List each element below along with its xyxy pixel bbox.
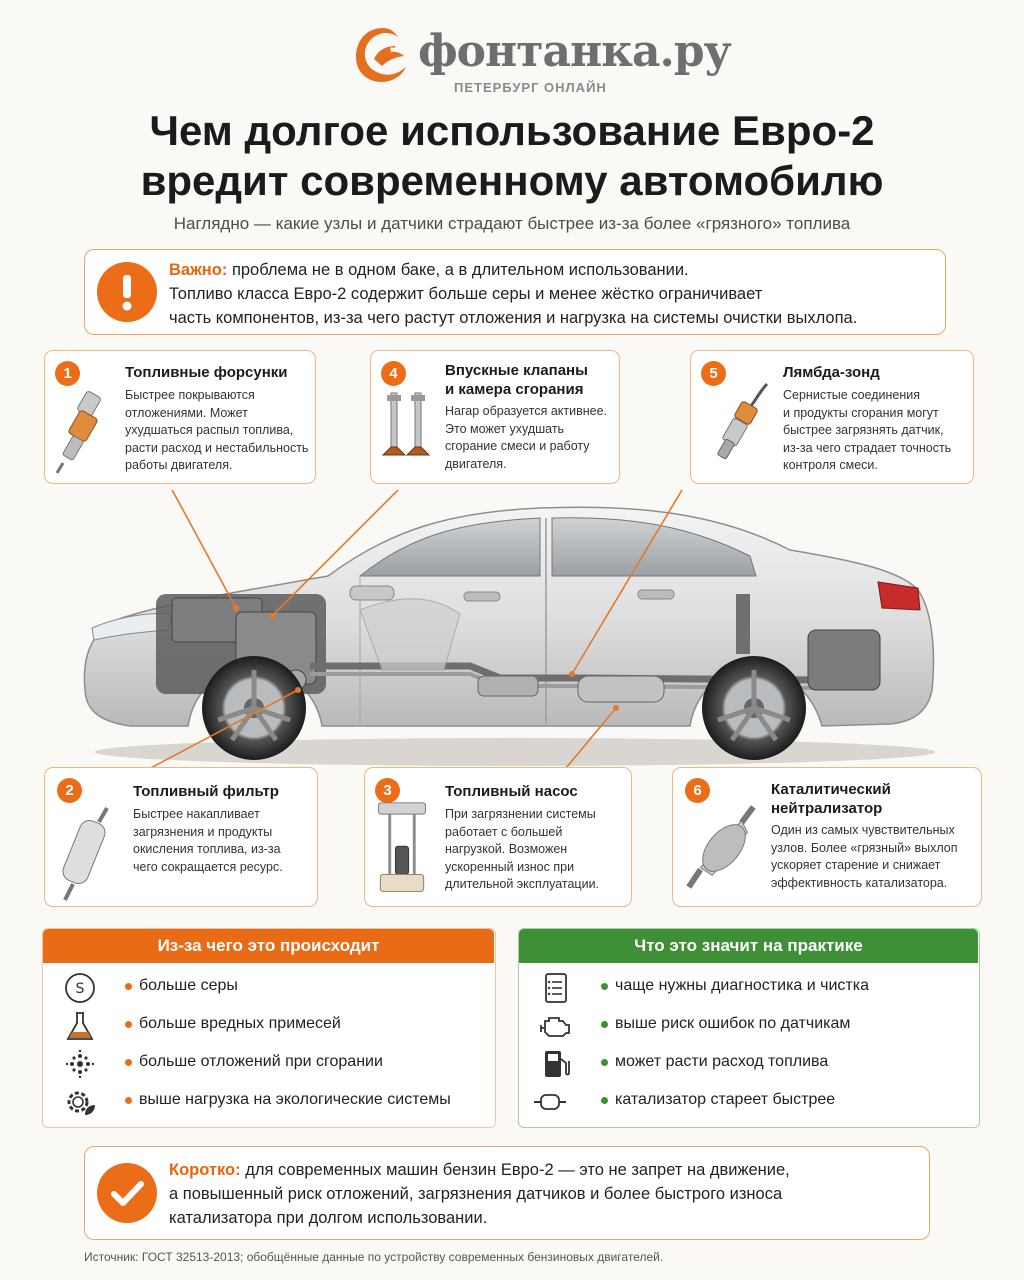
- card-line: Быстрее накапливает: [133, 807, 260, 821]
- card-line: отложениями. Может: [125, 405, 248, 420]
- flask-icon: [63, 1009, 97, 1043]
- title-line-2: вредит современному автомобилю: [140, 157, 884, 204]
- card-line: быстрее загрязнять датчик,: [783, 423, 944, 437]
- important-line-3: часть компонентов, из-за чего растут отложения и нагрузка на системы очистки выхлопа.: [169, 309, 858, 327]
- card-line: ухудшаться распыл топлива,: [125, 423, 294, 437]
- particles-icon: [63, 1047, 97, 1081]
- card-line: ускоряет старение и снижает: [771, 858, 941, 872]
- card-line: работы двигателя.: [125, 458, 233, 472]
- source-note: Источник: ГОСТ 32513-2013; обобщённые данные по устройству современных бензиновых двигателей.: [84, 1250, 664, 1264]
- card-line: сгорание смеси и работу: [445, 439, 590, 453]
- eco-gear-icon: [63, 1085, 97, 1119]
- checkmark-icon: [97, 1163, 157, 1223]
- card-text: [783, 387, 951, 475]
- bullet: [125, 1021, 132, 1028]
- card-lambda-sensor: [690, 350, 974, 484]
- practice-text: выше риск ошибок по датчикам: [615, 1015, 851, 1032]
- causes-heading: Из-за чего это происходит: [43, 929, 494, 963]
- card-line: длительной эксплуатации.: [445, 877, 600, 891]
- short-text: [169, 1158, 919, 1230]
- card-text: [125, 387, 308, 475]
- card-line: узлов. Более «грязный» выхлоп: [771, 840, 958, 855]
- fuel-filter-icon: [55, 804, 115, 904]
- practice-panel: [518, 928, 980, 1128]
- card-title: Лямбда-зонд: [783, 364, 880, 381]
- catalyst-icon: [527, 1085, 573, 1119]
- list-item: [519, 1049, 979, 1079]
- card-line: окисления топлива, из-за: [133, 842, 281, 856]
- short-label: Коротко:: [169, 1161, 241, 1179]
- card-title-line: нейтрализатор: [771, 800, 883, 817]
- bullet: [125, 983, 132, 990]
- card-number: 6: [685, 778, 710, 803]
- bullet: [125, 1097, 132, 1104]
- svg-text:S: S: [75, 981, 85, 997]
- fuel-pump-icon: [369, 796, 435, 902]
- important-line-1: проблема не в одном баке, а в длительном использовании.: [231, 261, 689, 279]
- exclamation-icon: [97, 262, 157, 322]
- card-title: Топливные форсунки: [125, 364, 288, 381]
- card-number: 4: [381, 361, 406, 386]
- important-label: Важно:: [169, 261, 228, 279]
- cause-text: больше вредных примесей: [139, 1015, 341, 1032]
- cause-text: больше серы: [139, 977, 238, 994]
- important-line-2: Топливо класса Евро-2 содержит больше серы и менее жёстко ограничивает: [169, 285, 763, 303]
- list-item: [519, 1087, 979, 1117]
- card-number: 1: [55, 361, 80, 386]
- sulfur-icon: [63, 971, 97, 1005]
- card-number: 5: [701, 361, 726, 386]
- short-line-3: катализатора при долгом использовании.: [169, 1209, 488, 1227]
- logo-tagline: ПЕТЕРБУРГ ОНЛАЙН: [454, 80, 607, 95]
- short-line-1: для современных машин бензин Евро-2 — это не запрет на движение,: [245, 1161, 790, 1179]
- card-intake-valves: [370, 350, 620, 484]
- page-title: [0, 106, 1024, 206]
- fuel-injector-icon: [55, 387, 115, 477]
- bird-logo-icon: [352, 24, 414, 86]
- card-title-line: Каталитический: [771, 781, 891, 798]
- car-cutaway-illustration: [60, 490, 970, 780]
- card-text: [133, 806, 283, 876]
- short-line-2: а повышенный риск отложений, загрязнения датчиков и более быстрого износа: [169, 1185, 783, 1203]
- practice-heading: Что это значит на практике: [519, 929, 978, 963]
- card-title-line: и камера сгорания: [445, 381, 584, 398]
- lambda-sensor-icon: [703, 373, 773, 473]
- list-item: [43, 1087, 495, 1117]
- list-item: [43, 973, 495, 1003]
- important-text: [169, 258, 939, 330]
- card-line: нагрузкой. Возможен: [445, 842, 568, 856]
- card-line: При загрязнении системы: [445, 807, 596, 821]
- logo[interactable]: [352, 20, 731, 100]
- bullet: [601, 983, 608, 990]
- card-title: Топливный насос: [445, 783, 578, 800]
- card-title: [445, 361, 588, 399]
- cause-text: выше нагрузка на экологические системы: [139, 1091, 451, 1108]
- bullet: [601, 1097, 608, 1104]
- fuel-station-icon: [539, 1047, 573, 1081]
- bullet: [601, 1059, 608, 1066]
- list-item: [519, 973, 979, 1003]
- logo-name: фонтанка.ру: [418, 26, 731, 77]
- card-line: Один из самых чувствительных: [771, 823, 955, 837]
- card-line: Нагар образуется активнее.: [445, 404, 608, 418]
- card-title: [771, 780, 891, 818]
- card-fuel-filter: [44, 767, 318, 907]
- list-item: [519, 1011, 979, 1041]
- card-line: работает с большей: [445, 824, 563, 839]
- card-line: Это может ухудшать: [445, 421, 565, 436]
- check-engine-icon: [539, 1009, 573, 1043]
- card-line: чего сокращается ресурс.: [133, 859, 283, 874]
- practice-text: может расти расход топлива: [615, 1053, 829, 1070]
- card-title-line: Впускные клапаны: [445, 362, 588, 379]
- card-fuel-injectors: [44, 350, 316, 484]
- card-text: [445, 403, 607, 473]
- card-line: двигателя.: [445, 456, 507, 471]
- short-summary: [84, 1146, 930, 1240]
- card-fuel-pump: [364, 767, 632, 907]
- card-line: расти расход и нестабильность: [125, 440, 309, 455]
- practice-text: катализатор стареет быстрее: [615, 1091, 836, 1108]
- card-line: Быстрее покрываются: [125, 388, 255, 402]
- practice-text: чаще нужны диагностика и чистка: [615, 977, 869, 994]
- title-line-1: Чем долгое использование Евро-2: [149, 107, 875, 154]
- card-line: Сернистые соединения: [783, 388, 921, 402]
- card-line: из-за чего страдает точность: [783, 440, 952, 455]
- card-text: [445, 806, 599, 894]
- card-line: контроля смеси.: [783, 458, 878, 472]
- page-subtitle: Наглядно — какие узлы и датчики страдают быстрее из-за более «грязного» топлива: [173, 214, 851, 233]
- list-item: [43, 1049, 495, 1079]
- card-text: [771, 822, 958, 892]
- list-item: [43, 1011, 495, 1041]
- card-line: ускоренный износ при: [445, 859, 575, 874]
- cause-text: больше отложений при сгорании: [139, 1053, 383, 1070]
- card-line: загрязнения и продукты: [133, 824, 273, 839]
- engine-valves-icon: [377, 389, 437, 479]
- card-line: и продукты сгорания могут: [783, 405, 939, 420]
- card-catalytic-converter: [672, 767, 982, 907]
- card-number: 2: [57, 778, 82, 803]
- card-line: эффективность катализатора.: [771, 875, 948, 890]
- bullet: [125, 1059, 132, 1066]
- checklist-icon: [539, 971, 573, 1005]
- causes-panel: [42, 928, 496, 1128]
- bullet: [601, 1021, 608, 1028]
- catalytic-converter-icon: [679, 798, 767, 898]
- card-title: Топливный фильтр: [133, 783, 279, 800]
- important-notice: [84, 249, 946, 335]
- card-number: 3: [375, 778, 400, 803]
